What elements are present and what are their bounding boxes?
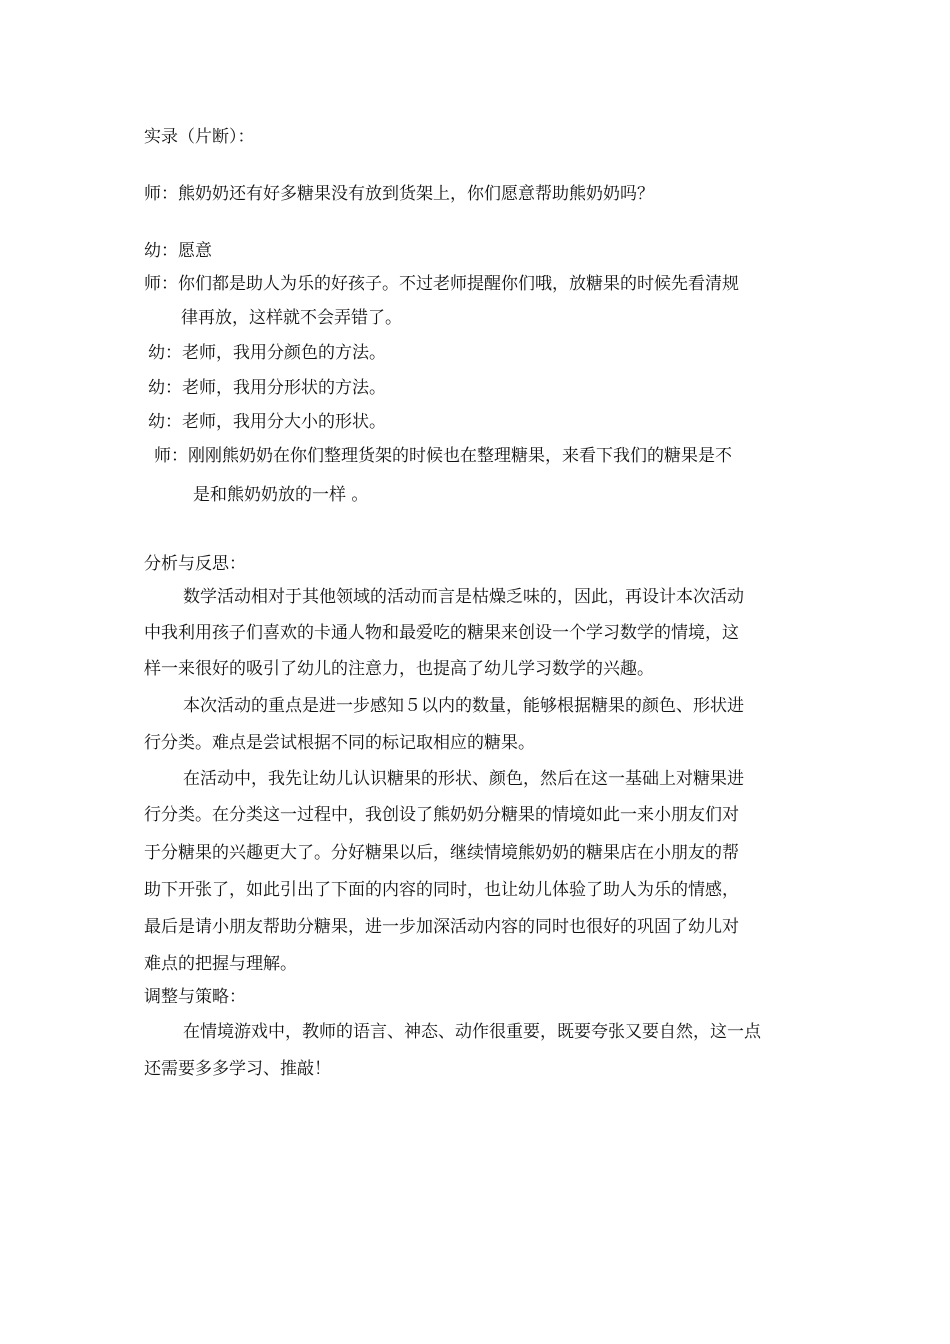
dialogue-line: 幼：老师，我用分颜色的方法。 — [148, 343, 386, 363]
dialogue-line: 师：你们都是助人为乐的好孩子。不过老师提醒你们哦，放糖果的时候先看清规 — [144, 274, 739, 294]
dialogue-line: 是和熊奶奶放的一样 。 — [193, 485, 369, 505]
dialogue-line: 幼：老师，我用分形状的方法。 — [148, 378, 386, 398]
analysis-line: 于分糖果的兴趣更大了。分好糖果以后，继续情境熊奶奶的糖果店在小朋友的帮 — [144, 843, 739, 863]
dialogue-line: 师：熊奶奶还有好多糖果没有放到货架上，你们愿意帮助熊奶奶吗？ — [144, 184, 654, 204]
strategy-heading: 调整与策略： — [144, 987, 246, 1007]
record-heading: 实录（片断）： — [144, 127, 255, 147]
analysis-line: 最后是请小朋友帮助分糖果，进一步加深活动内容的同时也很好的巩固了幼儿对 — [144, 917, 739, 937]
dialogue-line: 律再放，这样就不会弄错了。 — [181, 308, 402, 328]
dialogue-line: 幼：愿意 — [144, 241, 212, 261]
strategy-line: 还需要多多学习、推敲！ — [144, 1059, 331, 1079]
analysis-line: 中我利用孩子们喜欢的卡通人物和最爱吃的糖果来创设一个学习数学的情境，这 — [144, 623, 739, 643]
analysis-line: 难点的把握与理解。 — [144, 954, 297, 974]
analysis-line: 行分类。难点是尝试根据不同的标记取相应的糖果。 — [144, 733, 535, 753]
analysis-line: 数学活动相对于其他领域的活动而言是枯燥乏味的，因此，再设计本次活动 — [183, 587, 744, 607]
strategy-line: 在情境游戏中，教师的语言、神态、动作很重要，既要夸张又要自然，这一点 — [183, 1022, 761, 1042]
analysis-heading: 分析与反思： — [144, 554, 246, 574]
analysis-line: 在活动中，我先让幼儿认识糖果的形状、颜色，然后在这一基础上对糖果进 — [183, 769, 744, 789]
analysis-line: 样一来很好的吸引了幼儿的注意力，也提高了幼儿学习数学的兴趣。 — [144, 659, 654, 679]
dialogue-line: 师：刚刚熊奶奶在你们整理货架的时候也在整理糖果，来看下我们的糖果是不 — [154, 446, 732, 466]
analysis-line: 助下开张了，如此引出了下面的内容的同时，也让幼儿体验了助人为乐的情感， — [144, 880, 739, 900]
dialogue-line: 幼：老师，我用分大小的形状。 — [148, 412, 386, 432]
analysis-line: 本次活动的重点是进一步感知５以内的数量，能够根据糖果的颜色、形状进 — [183, 696, 744, 716]
analysis-line: 行分类。在分类这一过程中，我创设了熊奶奶分糖果的情境如此一来小朋友们对 — [144, 805, 739, 825]
